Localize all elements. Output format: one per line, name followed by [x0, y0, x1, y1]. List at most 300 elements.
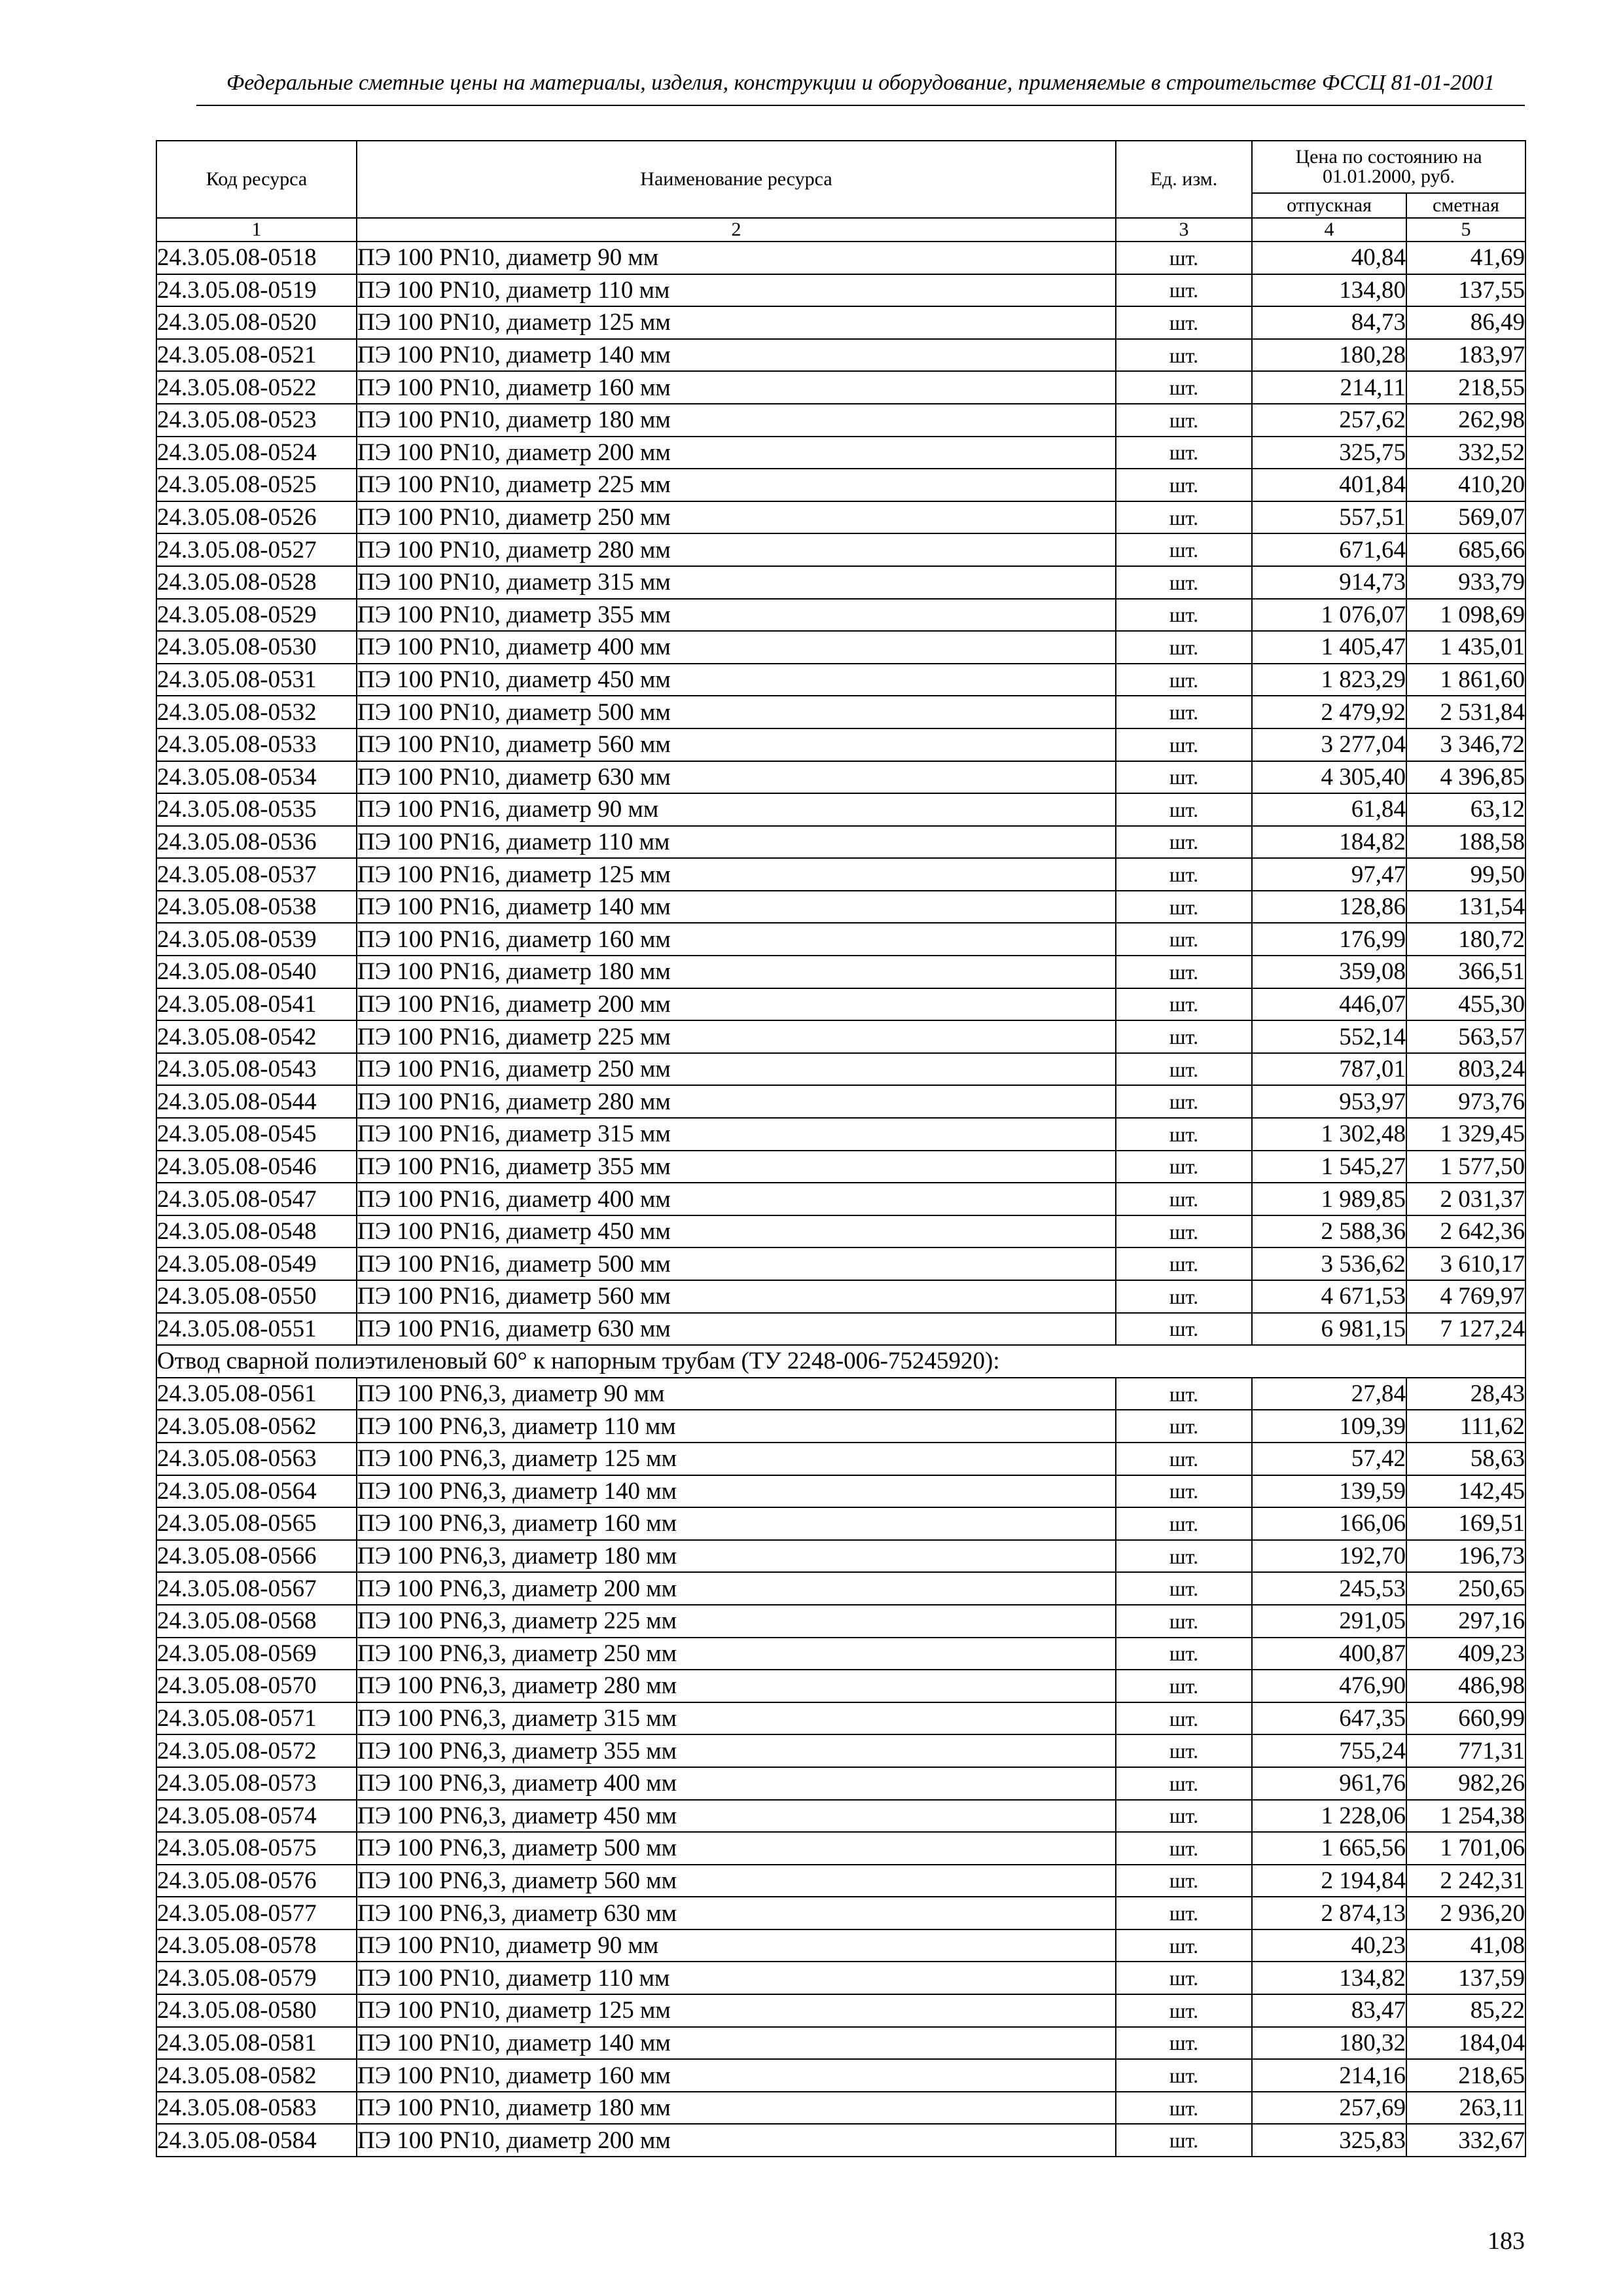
table-row — [156, 1767, 1525, 1800]
unit-cell: шт. — [1116, 2027, 1252, 2060]
resource-code: 24.3.05.08-0562 — [156, 1410, 357, 1443]
resource-code: 24.3.05.08-0526 — [156, 501, 357, 534]
table-row — [156, 1832, 1525, 1865]
resource-code: 24.3.05.08-0577 — [156, 1897, 357, 1929]
estimate-price: 2 242,31 — [1406, 1865, 1525, 1897]
table-row — [156, 858, 1525, 891]
resource-code: 24.3.05.08-0546 — [156, 1151, 357, 1183]
unit-cell: шт. — [1116, 274, 1252, 307]
estimate-price: 263,11 — [1406, 2092, 1525, 2125]
unit-cell: шт. — [1116, 1475, 1252, 1508]
release-price: 1 989,85 — [1252, 1183, 1406, 1215]
release-price: 134,82 — [1252, 1962, 1406, 1994]
estimate-price: 771,31 — [1406, 1734, 1525, 1767]
resource-code: 24.3.05.08-0584 — [156, 2124, 357, 2157]
table-row — [156, 1638, 1525, 1670]
estimate-price: 297,16 — [1406, 1605, 1525, 1638]
release-price: 1 545,27 — [1252, 1151, 1406, 1183]
table-row — [156, 1280, 1525, 1313]
estimate-price: 803,24 — [1406, 1053, 1525, 1086]
release-price: 166,06 — [1252, 1507, 1406, 1540]
unit-cell: шт. — [1116, 306, 1252, 339]
unit-cell: шт. — [1116, 1767, 1252, 1800]
resource-code: 24.3.05.08-0533 — [156, 728, 357, 761]
unit-cell: шт. — [1116, 469, 1252, 501]
release-price: 2 588,36 — [1252, 1215, 1406, 1248]
release-price: 84,73 — [1252, 306, 1406, 339]
resource-code: 24.3.05.08-0527 — [156, 533, 357, 566]
estimate-price: 63,12 — [1406, 793, 1525, 826]
estimate-price: 142,45 — [1406, 1475, 1525, 1508]
resource-name: ПЭ 100 PN10, диаметр 90 мм — [357, 242, 1116, 274]
resource-code: 24.3.05.08-0583 — [156, 2092, 357, 2125]
unit-cell: шт. — [1116, 1443, 1252, 1475]
resource-code: 24.3.05.08-0543 — [156, 1053, 357, 1086]
table-row — [156, 566, 1525, 599]
resource-code: 24.3.05.08-0561 — [156, 1378, 357, 1410]
resource-name: ПЭ 100 PN16, диаметр 225 мм — [357, 1020, 1116, 1053]
release-price: 180,28 — [1252, 339, 1406, 372]
unit-cell: шт. — [1116, 2124, 1252, 2157]
column-header-name: Наименование ресурса — [357, 141, 1116, 218]
unit-cell: шт. — [1116, 664, 1252, 696]
estimate-price: 332,67 — [1406, 2124, 1525, 2157]
unit-cell: шт. — [1116, 761, 1252, 794]
table-row — [156, 371, 1525, 404]
resource-code: 24.3.05.08-0571 — [156, 1702, 357, 1735]
resource-name: ПЭ 100 PN6,3, диаметр 160 мм — [357, 1507, 1116, 1540]
estimate-price: 486,98 — [1406, 1670, 1525, 1702]
resource-name: ПЭ 100 PN10, диаметр 180 мм — [357, 2092, 1116, 2125]
estimate-price: 2 936,20 — [1406, 1897, 1525, 1929]
release-price: 176,99 — [1252, 923, 1406, 956]
resource-code: 24.3.05.08-0550 — [156, 1280, 357, 1313]
resource-code: 24.3.05.08-0519 — [156, 274, 357, 307]
unit-cell: шт. — [1116, 1962, 1252, 1994]
unit-cell: шт. — [1116, 1865, 1252, 1897]
unit-cell: шт. — [1116, 631, 1252, 664]
resource-name: ПЭ 100 PN10, диаметр 280 мм — [357, 533, 1116, 566]
unit-cell: шт. — [1116, 1638, 1252, 1670]
resource-name: ПЭ 100 PN10, диаметр 500 мм — [357, 696, 1116, 728]
release-price: 6 981,15 — [1252, 1313, 1406, 1346]
resource-name: ПЭ 100 PN10, диаметр 225 мм — [357, 469, 1116, 501]
release-price: 953,97 — [1252, 1085, 1406, 1118]
resource-code: 24.3.05.08-0547 — [156, 1183, 357, 1215]
resource-code: 24.3.05.08-0549 — [156, 1247, 357, 1280]
estimate-price: 131,54 — [1406, 891, 1525, 924]
table-row — [156, 437, 1525, 469]
table-row — [156, 1378, 1525, 1410]
release-price: 245,53 — [1252, 1572, 1406, 1605]
estimate-price: 1 329,45 — [1406, 1118, 1525, 1151]
table-row — [156, 696, 1525, 728]
column-number: 4 — [1252, 218, 1406, 242]
resource-name: ПЭ 100 PN16, диаметр 90 мм — [357, 793, 1116, 826]
table-row — [156, 1475, 1525, 1508]
estimate-price: 1 254,38 — [1406, 1800, 1525, 1833]
resource-code: 24.3.05.08-0539 — [156, 923, 357, 956]
unit-cell: шт. — [1116, 891, 1252, 924]
resource-name: ПЭ 100 PN10, диаметр 160 мм — [357, 371, 1116, 404]
resource-name: ПЭ 100 PN16, диаметр 180 мм — [357, 956, 1116, 988]
release-price: 787,01 — [1252, 1053, 1406, 1086]
resource-code: 24.3.05.08-0518 — [156, 242, 357, 274]
unit-cell: шт. — [1116, 1378, 1252, 1410]
resource-code: 24.3.05.08-0524 — [156, 437, 357, 469]
unit-cell: шт. — [1116, 1280, 1252, 1313]
release-price: 400,87 — [1252, 1638, 1406, 1670]
table-row — [156, 631, 1525, 664]
unit-cell: шт. — [1116, 1994, 1252, 2027]
release-price: 257,69 — [1252, 2092, 1406, 2125]
release-price: 2 874,13 — [1252, 1897, 1406, 1929]
resource-name: ПЭ 100 PN6,3, диаметр 110 мм — [357, 1410, 1116, 1443]
estimate-price: 188,58 — [1406, 826, 1525, 859]
resource-name: ПЭ 100 PN16, диаметр 110 мм — [357, 826, 1116, 859]
release-price: 27,84 — [1252, 1378, 1406, 1410]
resource-name: ПЭ 100 PN10, диаметр 450 мм — [357, 664, 1116, 696]
estimate-price: 933,79 — [1406, 566, 1525, 599]
release-price: 4 305,40 — [1252, 761, 1406, 794]
estimate-price: 455,30 — [1406, 988, 1525, 1021]
estimate-price: 41,69 — [1406, 242, 1525, 274]
release-price: 914,73 — [1252, 566, 1406, 599]
resource-code: 24.3.05.08-0563 — [156, 1443, 357, 1475]
release-price: 446,07 — [1252, 988, 1406, 1021]
unit-cell: шт. — [1116, 371, 1252, 404]
resource-code: 24.3.05.08-0545 — [156, 1118, 357, 1151]
resource-code: 24.3.05.08-0582 — [156, 2059, 357, 2092]
release-price: 671,64 — [1252, 533, 1406, 566]
resource-code: 24.3.05.08-0534 — [156, 761, 357, 794]
resource-code: 24.3.05.08-0579 — [156, 1962, 357, 1994]
resource-code: 24.3.05.08-0528 — [156, 566, 357, 599]
unit-cell: шт. — [1116, 501, 1252, 534]
unit-cell: шт. — [1116, 1605, 1252, 1638]
release-price: 1 823,29 — [1252, 664, 1406, 696]
resource-name: ПЭ 100 PN6,3, диаметр 630 мм — [357, 1897, 1116, 1929]
resource-name: ПЭ 100 PN10, диаметр 110 мм — [357, 274, 1116, 307]
table-row — [156, 956, 1525, 988]
table-row — [156, 891, 1525, 924]
estimate-price: 4 396,85 — [1406, 761, 1525, 794]
unit-cell: шт. — [1116, 2059, 1252, 2092]
unit-cell: шт. — [1116, 242, 1252, 274]
table-row — [156, 1183, 1525, 1215]
table-row — [156, 1020, 1525, 1053]
estimate-price: 973,76 — [1406, 1085, 1525, 1118]
table-row — [156, 1215, 1525, 1248]
release-price: 257,62 — [1252, 404, 1406, 437]
resource-code: 24.3.05.08-0568 — [156, 1605, 357, 1638]
table-row — [156, 242, 1525, 274]
resource-name: ПЭ 100 PN10, диаметр 125 мм — [357, 306, 1116, 339]
estimate-price: 1 435,01 — [1406, 631, 1525, 664]
resource-code: 24.3.05.08-0544 — [156, 1085, 357, 1118]
release-price: 1 302,48 — [1252, 1118, 1406, 1151]
release-price: 2 194,84 — [1252, 1865, 1406, 1897]
resource-code: 24.3.05.08-0525 — [156, 469, 357, 501]
resource-code: 24.3.05.08-0529 — [156, 599, 357, 632]
resource-code: 24.3.05.08-0570 — [156, 1670, 357, 1702]
resource-code: 24.3.05.08-0548 — [156, 1215, 357, 1248]
table-row — [156, 1540, 1525, 1573]
release-price: 1 076,07 — [1252, 599, 1406, 632]
table-row — [156, 404, 1525, 437]
estimate-price: 1 098,69 — [1406, 599, 1525, 632]
table-row — [156, 1800, 1525, 1833]
release-price: 214,11 — [1252, 371, 1406, 404]
page-number: 183 — [1488, 2227, 1525, 2255]
release-price: 961,76 — [1252, 1767, 1406, 1800]
estimate-price: 3 610,17 — [1406, 1247, 1525, 1280]
resource-name: ПЭ 100 PN6,3, диаметр 355 мм — [357, 1734, 1116, 1767]
table-row — [156, 469, 1525, 501]
resource-code: 24.3.05.08-0520 — [156, 306, 357, 339]
resource-code: 24.3.05.08-0578 — [156, 1929, 357, 1962]
release-price: 755,24 — [1252, 1734, 1406, 1767]
resource-name: ПЭ 100 PN6,3, диаметр 200 мм — [357, 1572, 1116, 1605]
release-price: 552,14 — [1252, 1020, 1406, 1053]
unit-cell: шт. — [1116, 1118, 1252, 1151]
estimate-price: 85,22 — [1406, 1994, 1525, 2027]
resource-name: ПЭ 100 PN10, диаметр 560 мм — [357, 728, 1116, 761]
unit-cell: шт. — [1116, 696, 1252, 728]
resource-name: ПЭ 100 PN10, диаметр 200 мм — [357, 437, 1116, 469]
table-row — [156, 1929, 1525, 1962]
unit-cell: шт. — [1116, 1929, 1252, 1962]
release-price: 1 228,06 — [1252, 1800, 1406, 1833]
column-number: 5 — [1406, 218, 1525, 242]
release-price: 40,84 — [1252, 242, 1406, 274]
table-row — [156, 1702, 1525, 1735]
release-price: 3 277,04 — [1252, 728, 1406, 761]
resource-code: 24.3.05.08-0580 — [156, 1994, 357, 2027]
release-price: 180,32 — [1252, 2027, 1406, 2060]
resource-name: ПЭ 100 PN16, диаметр 250 мм — [357, 1053, 1116, 1086]
table-row — [156, 988, 1525, 1021]
estimate-price: 169,51 — [1406, 1507, 1525, 1540]
table-row — [156, 1085, 1525, 1118]
estimate-price: 262,98 — [1406, 404, 1525, 437]
table-row — [156, 728, 1525, 761]
estimate-price: 137,55 — [1406, 274, 1525, 307]
estimate-price: 332,52 — [1406, 437, 1525, 469]
unit-cell: шт. — [1116, 1734, 1252, 1767]
unit-cell: шт. — [1116, 858, 1252, 891]
release-price: 359,08 — [1252, 956, 1406, 988]
table-row — [156, 306, 1525, 339]
unit-cell: шт. — [1116, 956, 1252, 988]
estimate-price: 86,49 — [1406, 306, 1525, 339]
table-row — [156, 1572, 1525, 1605]
resource-name: ПЭ 100 PN10, диаметр 140 мм — [357, 2027, 1116, 2060]
section-title: Отвод сварной полиэтиленовый 60° к напорным трубам (ТУ 2248-006-75245920): — [156, 1345, 1525, 1378]
column-header-estimate: сметная — [1406, 193, 1525, 218]
column-header-release: отпускная — [1252, 193, 1406, 218]
resource-code: 24.3.05.08-0540 — [156, 956, 357, 988]
table-row — [156, 1053, 1525, 1086]
resource-code: 24.3.05.08-0566 — [156, 1540, 357, 1573]
unit-cell: шт. — [1116, 1215, 1252, 1248]
release-price: 4 671,53 — [1252, 1280, 1406, 1313]
release-price: 2 479,92 — [1252, 696, 1406, 728]
unit-cell: шт. — [1116, 1020, 1252, 1053]
estimate-price: 1 861,60 — [1406, 664, 1525, 696]
resource-name: ПЭ 100 PN16, диаметр 500 мм — [357, 1247, 1116, 1280]
resource-code: 24.3.05.08-0531 — [156, 664, 357, 696]
resource-code: 24.3.05.08-0530 — [156, 631, 357, 664]
resource-name: ПЭ 100 PN10, диаметр 200 мм — [357, 2124, 1116, 2157]
resource-name: ПЭ 100 PN6,3, диаметр 180 мм — [357, 1540, 1116, 1573]
resource-name: ПЭ 100 PN6,3, диаметр 560 мм — [357, 1865, 1116, 1897]
resource-name: ПЭ 100 PN6,3, диаметр 250 мм — [357, 1638, 1116, 1670]
estimate-price: 183,97 — [1406, 339, 1525, 372]
table-row — [156, 599, 1525, 632]
resource-name: ПЭ 100 PN6,3, диаметр 500 мм — [357, 1832, 1116, 1865]
release-price: 401,84 — [1252, 469, 1406, 501]
estimate-price: 685,66 — [1406, 533, 1525, 566]
resource-name: ПЭ 100 PN16, диаметр 140 мм — [357, 891, 1116, 924]
table-row — [156, 1670, 1525, 1702]
column-number: 3 — [1116, 218, 1252, 242]
column-header-price-group: Цена по состоянию на 01.01.2000, руб. — [1252, 141, 1525, 193]
table-row — [156, 1897, 1525, 1929]
unit-cell: шт. — [1116, 1800, 1252, 1833]
resource-code: 24.3.05.08-0575 — [156, 1832, 357, 1865]
release-price: 128,86 — [1252, 891, 1406, 924]
resource-name: ПЭ 100 PN6,3, диаметр 280 мм — [357, 1670, 1116, 1702]
estimate-price: 111,62 — [1406, 1410, 1525, 1443]
table-row — [156, 923, 1525, 956]
estimate-price: 660,99 — [1406, 1702, 1525, 1735]
column-number: 1 — [156, 218, 357, 242]
resource-code: 24.3.05.08-0567 — [156, 1572, 357, 1605]
release-price: 184,82 — [1252, 826, 1406, 859]
resource-name: ПЭ 100 PN16, диаметр 400 мм — [357, 1183, 1116, 1215]
unit-cell: шт. — [1116, 793, 1252, 826]
unit-cell: шт. — [1116, 1247, 1252, 1280]
resource-name: ПЭ 100 PN10, диаметр 125 мм — [357, 1994, 1116, 2027]
resource-name: ПЭ 100 PN10, диаметр 630 мм — [357, 761, 1116, 794]
unit-cell: шт. — [1116, 404, 1252, 437]
resource-code: 24.3.05.08-0536 — [156, 826, 357, 859]
resource-name: ПЭ 100 PN6,3, диаметр 125 мм — [357, 1443, 1116, 1475]
estimate-price: 563,57 — [1406, 1020, 1525, 1053]
resource-name: ПЭ 100 PN10, диаметр 110 мм — [357, 1962, 1116, 1994]
table-row — [156, 501, 1525, 534]
resource-code: 24.3.05.08-0532 — [156, 696, 357, 728]
release-price: 1 665,56 — [1252, 1832, 1406, 1865]
estimate-price: 3 346,72 — [1406, 728, 1525, 761]
resource-name: ПЭ 100 PN10, диаметр 140 мм — [357, 339, 1116, 372]
resource-name: ПЭ 100 PN10, диаметр 90 мм — [357, 1929, 1116, 1962]
resource-code: 24.3.05.08-0565 — [156, 1507, 357, 1540]
table-row — [156, 1247, 1525, 1280]
resource-code: 24.3.05.08-0574 — [156, 1800, 357, 1833]
estimate-price: 250,65 — [1406, 1572, 1525, 1605]
unit-cell: шт. — [1116, 566, 1252, 599]
table-row — [156, 1118, 1525, 1151]
release-price: 647,35 — [1252, 1702, 1406, 1735]
table-row — [156, 533, 1525, 566]
unit-cell: шт. — [1116, 1410, 1252, 1443]
release-price: 83,47 — [1252, 1994, 1406, 2027]
unit-cell: шт. — [1116, 1572, 1252, 1605]
unit-cell: шт. — [1116, 1151, 1252, 1183]
unit-cell: шт. — [1116, 533, 1252, 566]
resource-name: ПЭ 100 PN6,3, диаметр 225 мм — [357, 1605, 1116, 1638]
release-price: 1 405,47 — [1252, 631, 1406, 664]
unit-cell: шт. — [1116, 437, 1252, 469]
resource-name: ПЭ 100 PN6,3, диаметр 400 мм — [357, 1767, 1116, 1800]
table-row — [156, 1313, 1525, 1346]
unit-cell: шт. — [1116, 826, 1252, 859]
estimate-price: 1 577,50 — [1406, 1151, 1525, 1183]
unit-cell: шт. — [1116, 1313, 1252, 1346]
table-row — [156, 1151, 1525, 1183]
estimate-price: 2 642,36 — [1406, 1215, 1525, 1248]
unit-cell: шт. — [1116, 923, 1252, 956]
estimate-price: 4 769,97 — [1406, 1280, 1525, 1313]
table-row — [156, 1410, 1525, 1443]
estimate-price: 58,63 — [1406, 1443, 1525, 1475]
unit-cell: шт. — [1116, 1540, 1252, 1573]
table-row — [156, 761, 1525, 794]
estimate-price: 137,59 — [1406, 1962, 1525, 1994]
release-price: 325,83 — [1252, 2124, 1406, 2157]
resource-name: ПЭ 100 PN6,3, диаметр 90 мм — [357, 1378, 1116, 1410]
estimate-price: 1 701,06 — [1406, 1832, 1525, 1865]
estimate-price: 569,07 — [1406, 501, 1525, 534]
table-row — [156, 664, 1525, 696]
estimate-price: 982,26 — [1406, 1767, 1525, 1800]
release-price: 134,80 — [1252, 274, 1406, 307]
unit-cell: шт. — [1116, 988, 1252, 1021]
resource-name: ПЭ 100 PN16, диаметр 160 мм — [357, 923, 1116, 956]
estimate-price: 196,73 — [1406, 1540, 1525, 1573]
unit-cell: шт. — [1116, 1053, 1252, 1086]
table-row — [156, 2027, 1525, 2060]
unit-cell: шт. — [1116, 728, 1252, 761]
resource-name: ПЭ 100 PN10, диаметр 400 мм — [357, 631, 1116, 664]
header-rule — [196, 105, 1525, 106]
release-price: 97,47 — [1252, 858, 1406, 891]
unit-cell: шт. — [1116, 1507, 1252, 1540]
release-price: 139,59 — [1252, 1475, 1406, 1508]
unit-cell: шт. — [1116, 1897, 1252, 1929]
unit-cell: шт. — [1116, 1670, 1252, 1702]
release-price: 325,75 — [1252, 437, 1406, 469]
resource-code: 24.3.05.08-0535 — [156, 793, 357, 826]
release-price: 57,42 — [1252, 1443, 1406, 1475]
estimate-price: 184,04 — [1406, 2027, 1525, 2060]
release-price: 40,23 — [1252, 1929, 1406, 1962]
estimate-price: 409,23 — [1406, 1638, 1525, 1670]
unit-cell: шт. — [1116, 2092, 1252, 2125]
resource-code: 24.3.05.08-0581 — [156, 2027, 357, 2060]
resource-code: 24.3.05.08-0537 — [156, 858, 357, 891]
release-price: 214,16 — [1252, 2059, 1406, 2092]
table-row — [156, 826, 1525, 859]
resource-code: 24.3.05.08-0523 — [156, 404, 357, 437]
estimate-price: 180,72 — [1406, 923, 1525, 956]
column-header-code: Код ресурса — [156, 141, 357, 218]
release-price: 3 536,62 — [1252, 1247, 1406, 1280]
table-row — [156, 339, 1525, 372]
resource-name: ПЭ 100 PN16, диаметр 280 мм — [357, 1085, 1116, 1118]
